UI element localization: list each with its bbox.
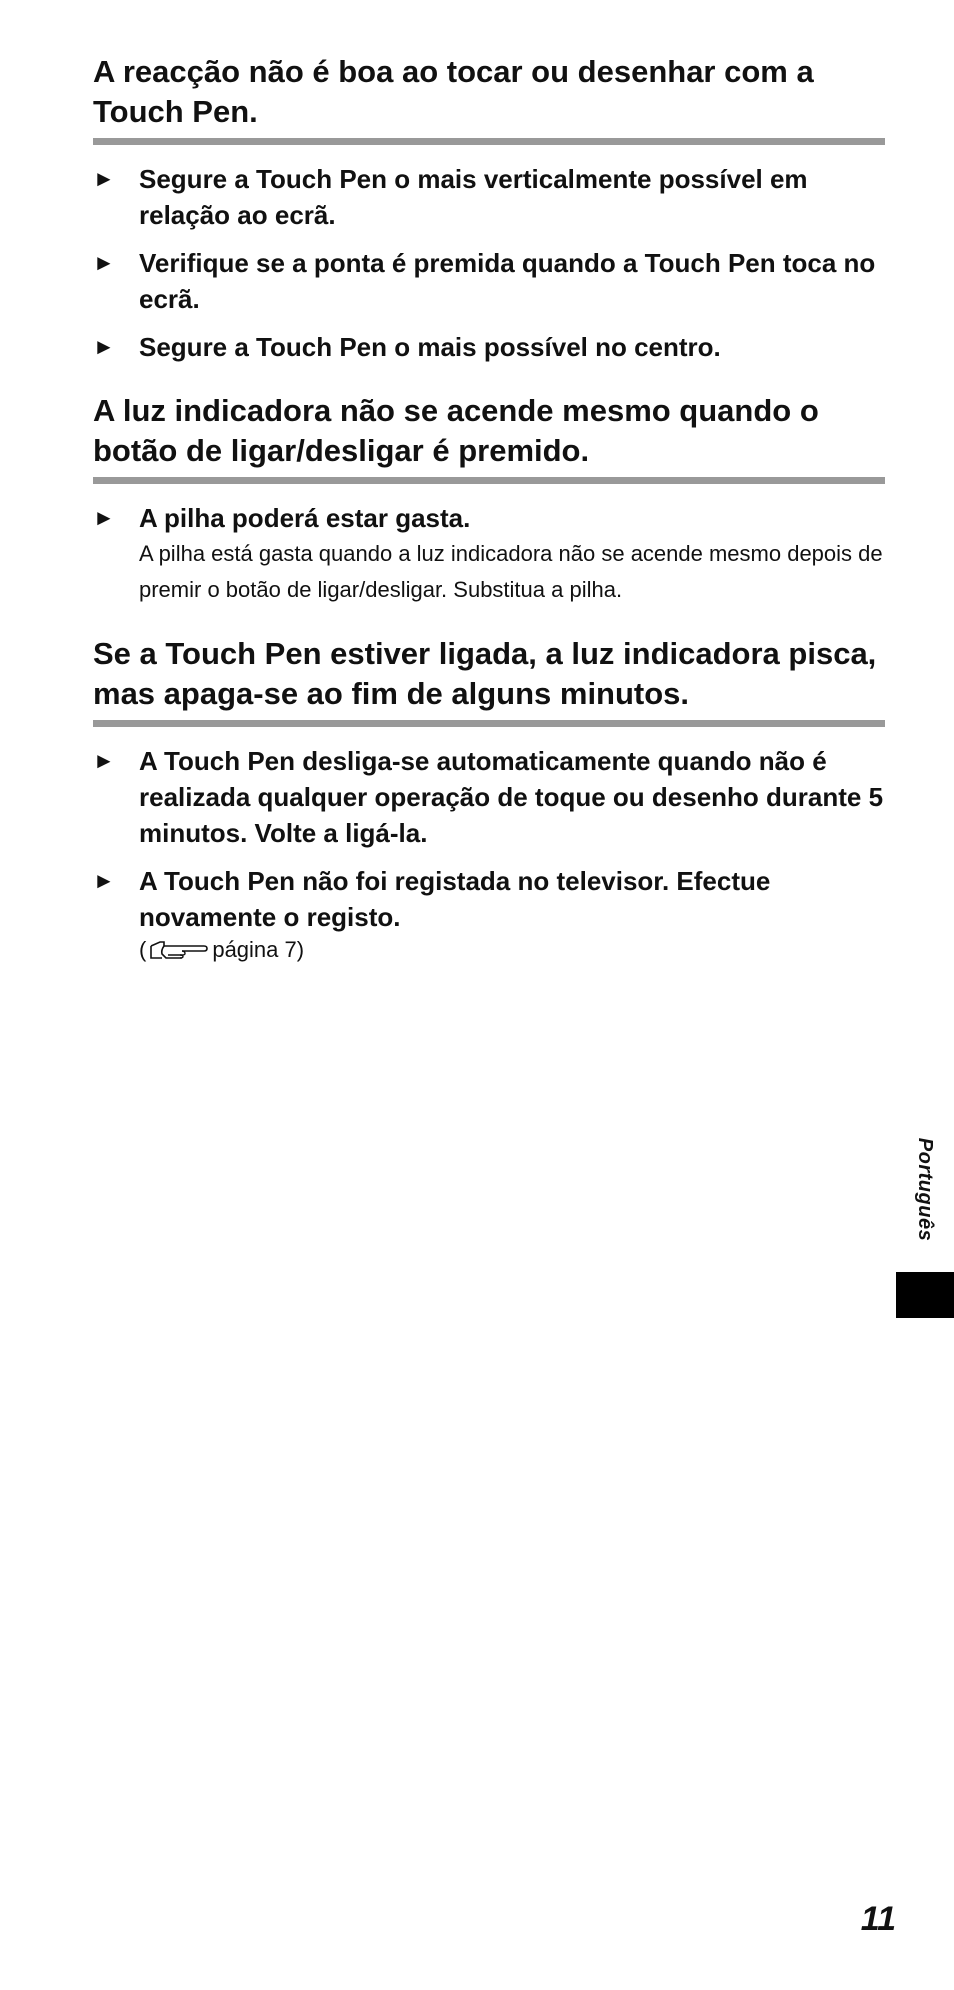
list-item [93, 500, 885, 608]
item-text: A Touch Pen não foi registada no televisor. Efectue novamente o registo. [139, 866, 771, 932]
item-detail: A pilha está gasta quando a luz indicadora não se acende mesmo depois de premir o botão de ligar/desligar. Substitua a pilha. [139, 541, 883, 602]
pointing-hand-icon [148, 938, 208, 962]
page-number: 11 [860, 1900, 896, 1938]
item-text: Segure a Touch Pen o mais verticalmente possível em relação ao ecrã. [139, 164, 808, 230]
list-item [93, 161, 885, 233]
language-tab-label: Português [914, 1137, 937, 1241]
bullet-arrow-icon: ► [93, 166, 115, 191]
bullet-arrow-icon: ► [93, 748, 115, 773]
ref-open-paren: ( [139, 937, 147, 962]
item-text: Segure a Touch Pen o mais possível no centro. [139, 332, 721, 362]
section-indicator-light [93, 391, 885, 608]
language-tab-marker [896, 1272, 954, 1318]
list-item [93, 245, 885, 317]
list-item [93, 743, 885, 851]
section-heading: Se a Touch Pen estiver ligada, a luz indicadora pisca, mas apaga-se ao fim de alguns minutos. [93, 636, 877, 711]
heading-rule [93, 720, 885, 727]
bullet-arrow-icon: ► [93, 250, 115, 275]
section-auto-off [93, 634, 885, 965]
section-heading: A luz indicadora não se acende mesmo quando o botão de ligar/desligar é premido. [93, 393, 819, 468]
list-item [93, 329, 885, 365]
bullet-arrow-icon: ► [93, 505, 115, 530]
heading-rule [93, 477, 885, 484]
bullet-arrow-icon: ► [93, 334, 115, 359]
list-item [93, 863, 885, 965]
troubleshooting-content [93, 52, 885, 977]
item-text: A pilha poderá estar gasta. [139, 503, 471, 533]
page-reference [139, 935, 885, 965]
item-text: Verifique se a ponta é premida quando a Touch Pen toca no ecrã. [139, 248, 876, 314]
bullet-arrow-icon: ► [93, 868, 115, 893]
ref-page-text: página 7) [212, 937, 305, 962]
section-heading: A reacção não é boa ao tocar ou desenhar com a Touch Pen. [93, 54, 814, 129]
heading-rule [93, 138, 885, 145]
item-text: A Touch Pen desliga-se automaticamente quando não é realizada qualquer operação de toque ou desenho durante 5 minutos. Volte a ligá-la. [139, 746, 884, 848]
section-touch-response [93, 52, 885, 365]
